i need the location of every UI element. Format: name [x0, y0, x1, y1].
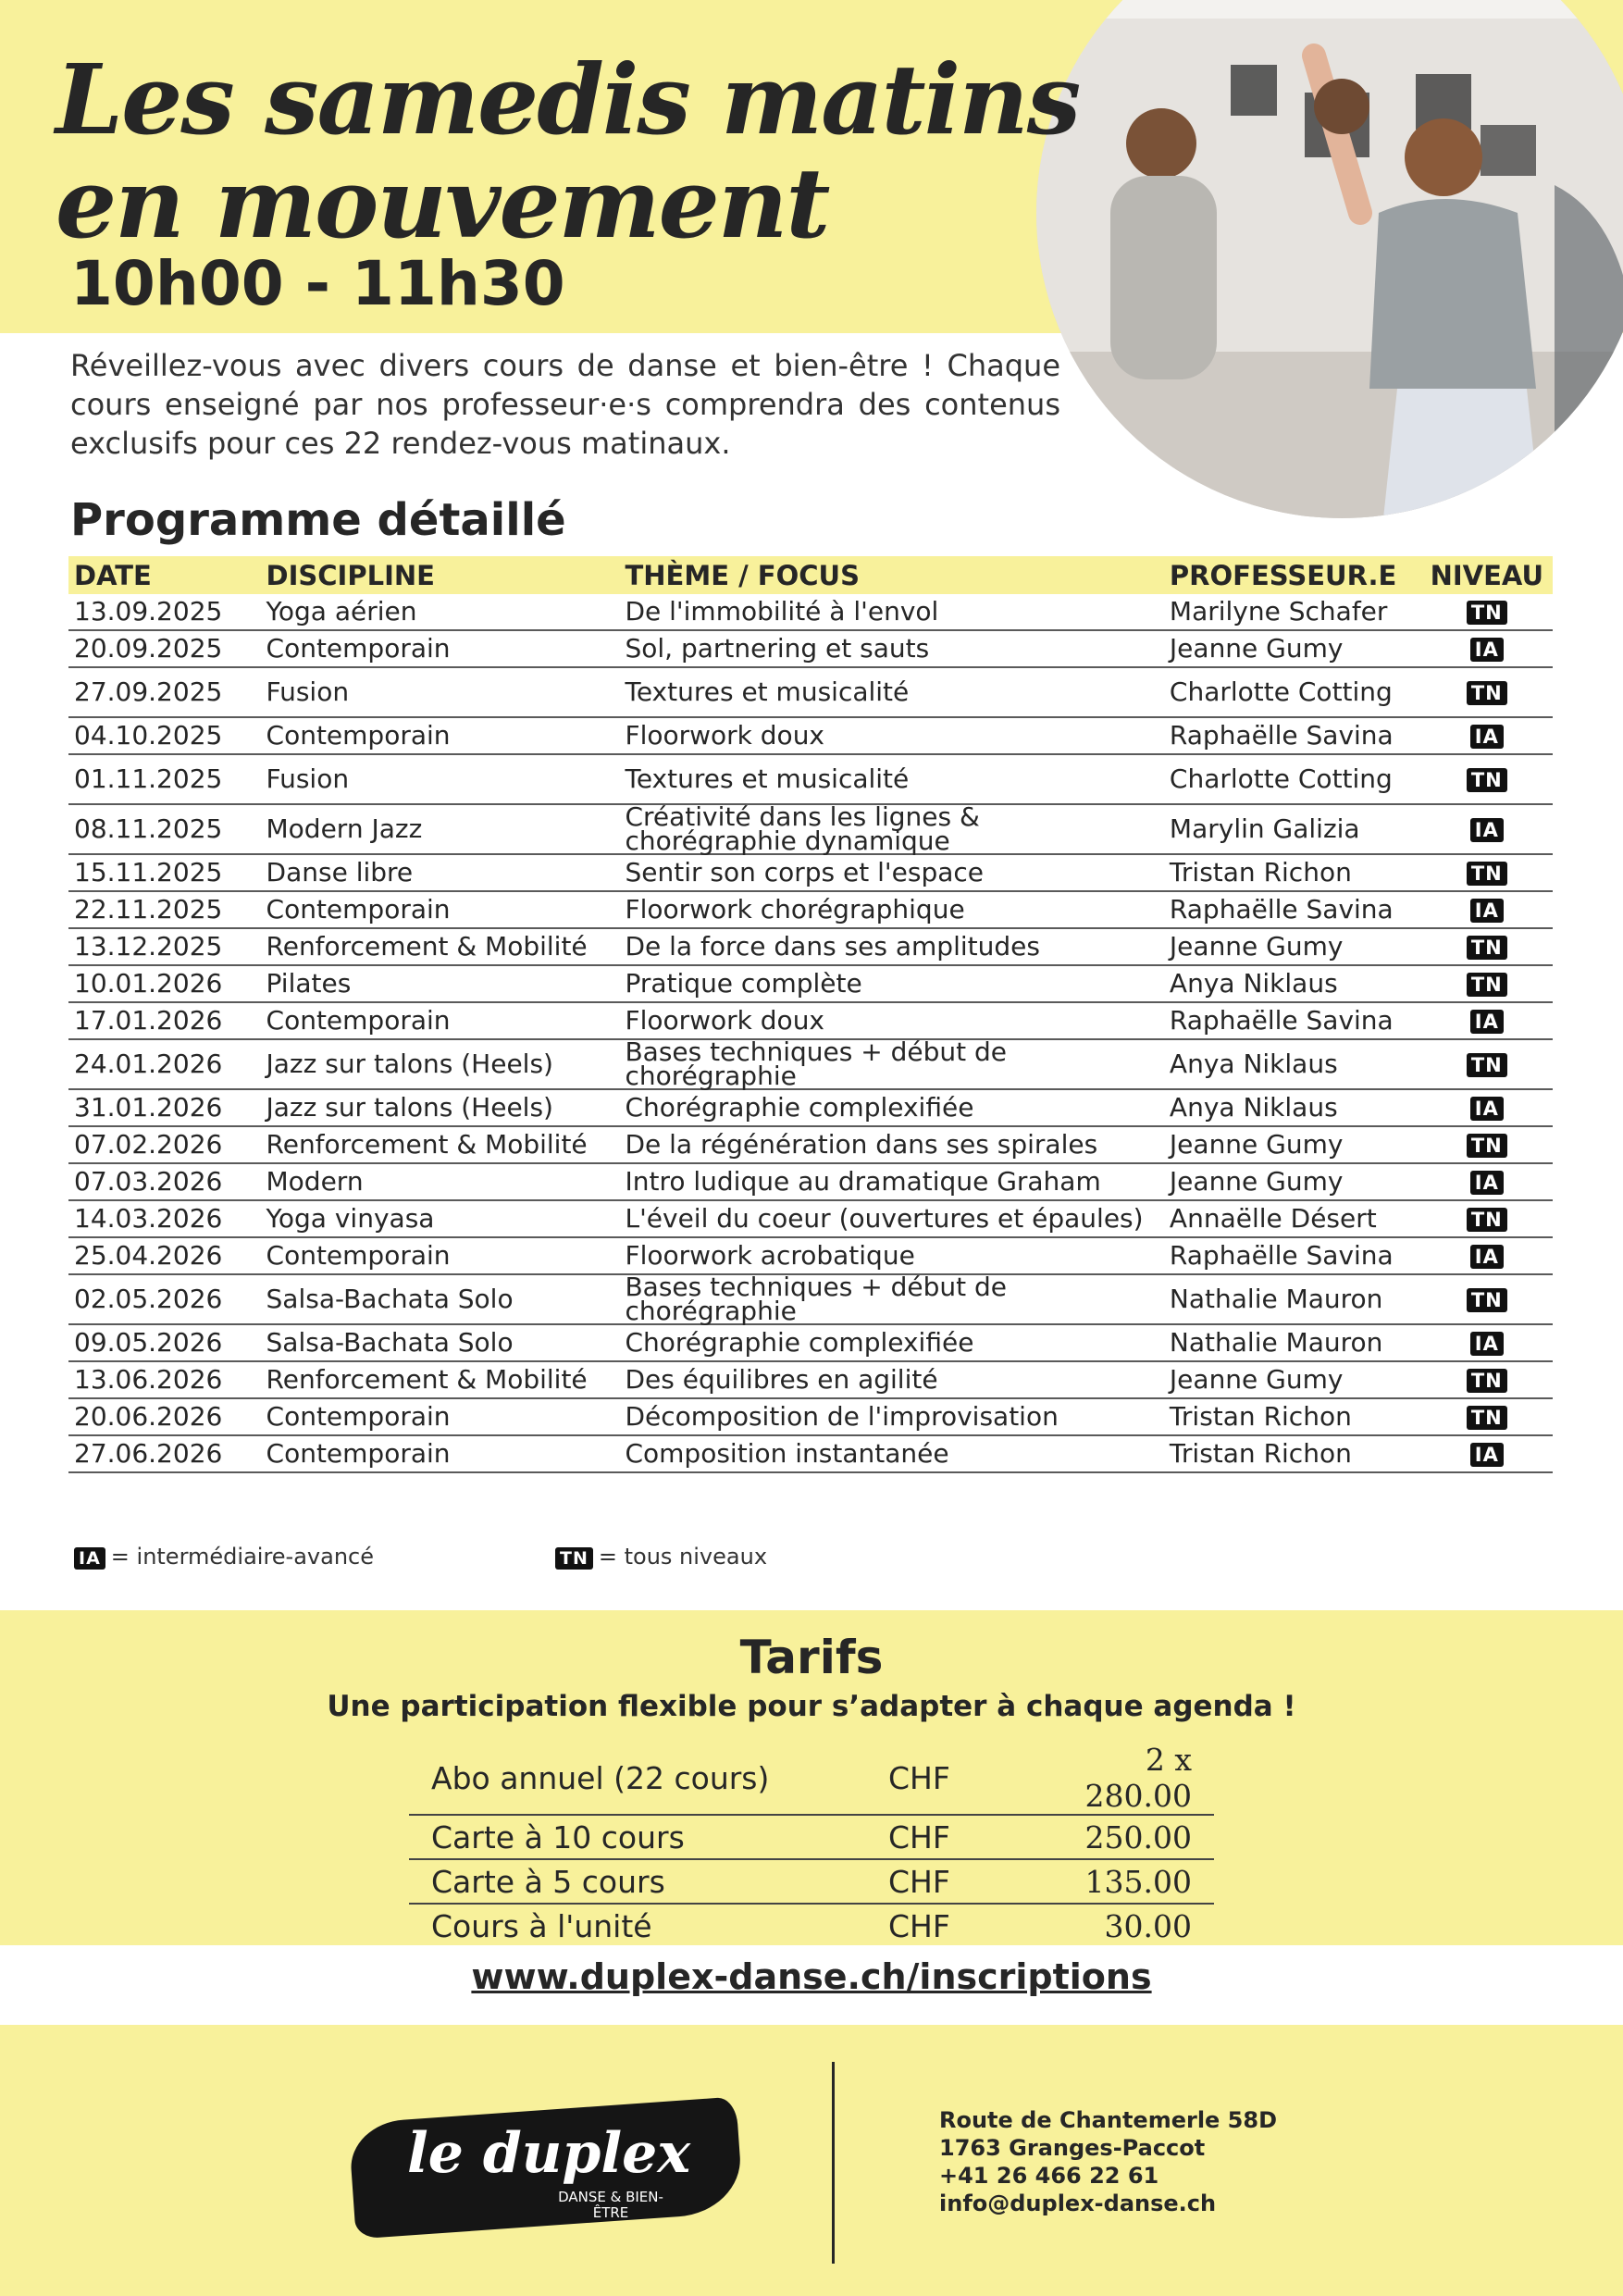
- page-title: [56, 43, 1080, 260]
- table-row: [68, 1039, 1553, 1089]
- cell-date: 13.06.2026: [68, 1361, 261, 1398]
- column-header-professeur: PROFESSEUR.E: [1164, 556, 1421, 594]
- cell-professeur: Anya Niklaus: [1164, 965, 1421, 1002]
- cell-professeur: Annaëlle Désert: [1164, 1200, 1421, 1237]
- tarif-price: 250.00: [1012, 1815, 1214, 1859]
- table-row: [68, 891, 1553, 928]
- level-badge: IA: [1470, 725, 1504, 749]
- cell-discipline: Modern: [261, 1163, 620, 1200]
- cell-discipline: Contemporain: [261, 1237, 620, 1274]
- cell-discipline: Salsa-Bachata Solo: [261, 1324, 620, 1361]
- class-time: 10h00 - 11h30: [70, 248, 565, 319]
- cell-discipline: Contemporain: [261, 891, 620, 928]
- cell-discipline: Renforcement & Mobilité: [261, 1361, 620, 1398]
- cell-date: 07.03.2026: [68, 1163, 261, 1200]
- cell-date: 20.06.2026: [68, 1398, 261, 1435]
- cell-discipline: Danse libre: [261, 854, 620, 891]
- cell-theme: Décomposition de l'improvisation: [619, 1398, 1163, 1435]
- level-badge: IA: [1470, 1245, 1504, 1269]
- tarifs-subtitle: Une participation flexible pour s’adapter à chaque agenda !: [327, 1690, 1296, 1723]
- legend-tn-text: = tous niveaux: [598, 1544, 768, 1570]
- level-badge: IA: [1470, 1171, 1504, 1195]
- contact-address: [939, 2106, 1277, 2217]
- tarif-currency: CHF: [866, 1815, 1012, 1859]
- cell-theme: Textures et musicalité: [619, 754, 1163, 804]
- cell-professeur: Raphaëlle Savina: [1164, 891, 1421, 928]
- cell-theme: Composition instantanée: [619, 1435, 1163, 1472]
- cell-niveau: [1421, 754, 1553, 804]
- cell-niveau: [1421, 667, 1553, 717]
- cell-professeur: Tristan Richon: [1164, 854, 1421, 891]
- tarif-label: Carte à 5 cours: [409, 1859, 866, 1904]
- cell-professeur: Jeanne Gumy: [1164, 928, 1421, 965]
- tarif-row: [409, 1904, 1214, 1947]
- cell-date: 27.09.2025: [68, 667, 261, 717]
- cell-theme: Sentir son corps et l'espace: [619, 854, 1163, 891]
- cell-theme: Créativité dans les lignes & chorégraphie dynamique: [619, 804, 1163, 854]
- cell-professeur: Nathalie Mauron: [1164, 1274, 1421, 1324]
- cell-date: 24.01.2026: [68, 1039, 261, 1089]
- cell-theme: De l'immobilité à l'envol: [619, 594, 1163, 630]
- intro-text: Réveillez-vous avec divers cours de danse et bien-être ! Chaque cours enseigné par nos professeur·e·s comprendra des contenus exclusifs pour ces 22 rendez-vous matinaux.: [70, 348, 1060, 461]
- cell-theme: L'éveil du coeur (ouvertures et épaules): [619, 1200, 1163, 1237]
- level-badge-tn: TN: [555, 1547, 593, 1570]
- level-badge: TN: [1467, 601, 1507, 625]
- cell-niveau: [1421, 1126, 1553, 1163]
- logo-tagline: DANSE & BIEN-ÊTRE: [558, 2189, 663, 2221]
- cell-date: 22.11.2025: [68, 891, 261, 928]
- level-badge-ia: IA: [74, 1547, 105, 1570]
- cell-date: 07.02.2026: [68, 1126, 261, 1163]
- legend-ia: [74, 1544, 374, 1570]
- table-row: [68, 965, 1553, 1002]
- cell-niveau: [1421, 1002, 1553, 1039]
- cell-niveau: [1421, 1089, 1553, 1126]
- level-badge: TN: [1467, 973, 1507, 997]
- cell-theme: Pratique complète: [619, 965, 1163, 1002]
- cell-theme: Des équilibres en agilité: [619, 1361, 1163, 1398]
- cell-date: 20.09.2025: [68, 630, 261, 667]
- level-badge: TN: [1467, 1288, 1507, 1312]
- level-badge: TN: [1467, 936, 1507, 960]
- cell-professeur: Nathalie Mauron: [1164, 1324, 1421, 1361]
- legend-ia-text: = intermédiaire-avancé: [110, 1544, 374, 1570]
- cell-date: 31.01.2026: [68, 1089, 261, 1126]
- level-badge: TN: [1467, 1369, 1507, 1393]
- programme-title: Programme détaillé: [70, 494, 566, 546]
- tarif-currency: CHF: [888, 1759, 950, 1796]
- cell-niveau: [1421, 717, 1553, 754]
- level-badge: TN: [1467, 768, 1507, 792]
- cell-professeur: Charlotte Cotting: [1164, 667, 1421, 717]
- cell-theme: Textures et musicalité: [619, 667, 1163, 717]
- table-row: [68, 1002, 1553, 1039]
- cell-niveau: [1421, 928, 1553, 965]
- cell-discipline: Modern Jazz: [261, 804, 620, 854]
- cell-theme: De la force dans ses amplitudes: [619, 928, 1163, 965]
- footer-divider: [832, 2062, 835, 2264]
- tarifs-title: Tarifs: [739, 1631, 884, 1684]
- cell-professeur: Raphaëlle Savina: [1164, 1237, 1421, 1274]
- le-duplex-logo: [352, 2091, 740, 2249]
- cell-professeur: Marilyne Schafer: [1164, 594, 1421, 630]
- title-line-2: en mouvement: [56, 146, 829, 260]
- cell-discipline: Yoga aérien: [261, 594, 620, 630]
- cell-discipline: Yoga vinyasa: [261, 1200, 620, 1237]
- cell-niveau: [1421, 1435, 1553, 1472]
- cell-professeur: Jeanne Gumy: [1164, 1163, 1421, 1200]
- table-row: [68, 1126, 1553, 1163]
- table-row: [68, 754, 1553, 804]
- cell-date: 02.05.2026: [68, 1274, 261, 1324]
- programme-body: [68, 594, 1553, 1472]
- level-badge: IA: [1470, 638, 1504, 662]
- cell-niveau: [1421, 1163, 1553, 1200]
- logo-name: le duplex: [407, 2121, 691, 2186]
- cell-theme: Sol, partnering et sauts: [619, 630, 1163, 667]
- table-row: [68, 667, 1553, 717]
- table-row: [68, 630, 1553, 667]
- cell-date: 25.04.2026: [68, 1237, 261, 1274]
- cell-professeur: Tristan Richon: [1164, 1435, 1421, 1472]
- cell-niveau: [1421, 1237, 1553, 1274]
- title-line-1: Les samedis matins: [56, 43, 1080, 156]
- cell-theme: Bases techniques + début de chorégraphie: [619, 1039, 1163, 1089]
- cell-theme: Floorwork chorégraphique: [619, 891, 1163, 928]
- tarifs-body: [409, 1742, 1214, 1947]
- level-badge: IA: [1470, 818, 1504, 842]
- cell-date: 08.11.2025: [68, 804, 261, 854]
- cell-discipline: Contemporain: [261, 1435, 620, 1472]
- cell-professeur: Jeanne Gumy: [1164, 630, 1421, 667]
- cell-theme: Bases techniques + début de chorégraphie: [619, 1274, 1163, 1324]
- cell-professeur: Marylin Galizia: [1164, 804, 1421, 854]
- cell-professeur: Raphaëlle Savina: [1164, 1002, 1421, 1039]
- cell-theme: Floorwork doux: [619, 717, 1163, 754]
- cell-theme: Intro ludique au dramatique Graham: [619, 1163, 1163, 1200]
- table-row: [68, 1089, 1553, 1126]
- cell-theme: Chorégraphie complexifiée: [619, 1324, 1163, 1361]
- cell-date: 01.11.2025: [68, 754, 261, 804]
- dance-class-photo: [1036, 0, 1623, 518]
- cell-professeur: Charlotte Cotting: [1164, 754, 1421, 804]
- cell-professeur: Anya Niklaus: [1164, 1039, 1421, 1089]
- cell-niveau: [1421, 891, 1553, 928]
- level-badge: IA: [1470, 1332, 1504, 1356]
- cell-date: 15.11.2025: [68, 854, 261, 891]
- cell-date: 09.05.2026: [68, 1324, 261, 1361]
- footer-band: [0, 2025, 1623, 2296]
- level-badge: IA: [1470, 899, 1504, 923]
- column-header-discipline: DISCIPLINE: [261, 556, 620, 594]
- cell-niveau: [1421, 1398, 1553, 1435]
- cell-discipline: Contemporain: [261, 630, 620, 667]
- cell-niveau: [1421, 1200, 1553, 1237]
- legend-tn: [555, 1544, 767, 1570]
- cell-niveau: [1421, 594, 1553, 630]
- level-badge: IA: [1470, 1443, 1504, 1467]
- tarif-price: 2 x 280.00: [1084, 1742, 1192, 1814]
- cell-discipline: Renforcement & Mobilité: [261, 1126, 620, 1163]
- table-row: [68, 1200, 1553, 1237]
- level-badge: TN: [1467, 1053, 1507, 1077]
- table-row: [68, 1398, 1553, 1435]
- cell-theme: Floorwork doux: [619, 1002, 1163, 1039]
- contact-email[interactable]: info@duplex-danse.ch: [939, 2191, 1217, 2216]
- table-row: [68, 717, 1553, 754]
- website-link[interactable]: www.duplex-danse.ch/inscriptions: [471, 1956, 1152, 1997]
- cell-date: 13.12.2025: [68, 928, 261, 965]
- cell-discipline: Jazz sur talons (Heels): [261, 1089, 620, 1126]
- cell-niveau: [1421, 854, 1553, 891]
- level-badge: TN: [1467, 1134, 1507, 1158]
- address-street: Route de Chantemerle 58D: [939, 2107, 1278, 2133]
- cell-discipline: Fusion: [261, 667, 620, 717]
- cell-professeur: Tristan Richon: [1164, 1398, 1421, 1435]
- tarif-currency: CHF: [866, 1904, 1012, 1947]
- programme-header-row: [68, 556, 1553, 594]
- tarif-label: Carte à 10 cours: [409, 1815, 866, 1859]
- tarif-price: 30.00: [1012, 1904, 1214, 1947]
- cell-professeur: Jeanne Gumy: [1164, 1126, 1421, 1163]
- tarif-price: 135.00: [1012, 1859, 1214, 1904]
- table-row: [68, 804, 1553, 854]
- tarifs-table: [409, 1742, 1214, 1947]
- table-row: [68, 1274, 1553, 1324]
- cell-niveau: [1421, 1039, 1553, 1089]
- cell-discipline: Pilates: [261, 965, 620, 1002]
- table-row: [68, 1163, 1553, 1200]
- level-badge: TN: [1467, 862, 1507, 886]
- tarif-currency: CHF: [866, 1859, 1012, 1904]
- cell-theme: Floorwork acrobatique: [619, 1237, 1163, 1274]
- cell-date: 10.01.2026: [68, 965, 261, 1002]
- level-badge: TN: [1467, 1406, 1507, 1430]
- table-row: [68, 1435, 1553, 1472]
- column-header-theme: THÈME / FOCUS: [619, 556, 1163, 594]
- table-row: [68, 1361, 1553, 1398]
- cell-niveau: [1421, 804, 1553, 854]
- contact-phone[interactable]: +41 26 466 22 61: [939, 2163, 1159, 2189]
- cell-date: 14.03.2026: [68, 1200, 261, 1237]
- cell-professeur: Raphaëlle Savina: [1164, 717, 1421, 754]
- cell-discipline: Contemporain: [261, 717, 620, 754]
- level-badge: TN: [1467, 1208, 1507, 1232]
- cell-date: 17.01.2026: [68, 1002, 261, 1039]
- table-row: [68, 928, 1553, 965]
- level-badge: IA: [1470, 1097, 1504, 1121]
- column-header-niveau: NIVEAU: [1421, 556, 1553, 594]
- table-row: [68, 1237, 1553, 1274]
- cell-niveau: [1421, 1324, 1553, 1361]
- cell-professeur: Jeanne Gumy: [1164, 1361, 1421, 1398]
- cell-discipline: Jazz sur talons (Heels): [261, 1039, 620, 1089]
- tarif-row: [409, 1815, 1214, 1859]
- address-city: 1763 Granges-Paccot: [939, 2135, 1206, 2161]
- cell-discipline: Fusion: [261, 754, 620, 804]
- level-badge: IA: [1470, 1010, 1504, 1034]
- cell-date: 04.10.2025: [68, 717, 261, 754]
- cell-discipline: Contemporain: [261, 1398, 620, 1435]
- cell-date: 13.09.2025: [68, 594, 261, 630]
- programme-table: [68, 556, 1553, 1473]
- cell-discipline: Renforcement & Mobilité: [261, 928, 620, 965]
- table-row: [68, 594, 1553, 630]
- cell-date: 27.06.2026: [68, 1435, 261, 1472]
- cell-professeur: Anya Niklaus: [1164, 1089, 1421, 1126]
- cell-theme: De la régénération dans ses spirales: [619, 1126, 1163, 1163]
- cell-discipline: Contemporain: [261, 1002, 620, 1039]
- level-badge: TN: [1467, 681, 1507, 705]
- column-header-date: DATE: [68, 556, 261, 594]
- tarif-label: Cours à l'unité: [409, 1904, 866, 1947]
- cell-niveau: [1421, 1274, 1553, 1324]
- cell-theme: Chorégraphie complexifiée: [619, 1089, 1163, 1126]
- tarif-row: [409, 1742, 1214, 1815]
- tarif-row: [409, 1859, 1214, 1904]
- table-row: [68, 854, 1553, 891]
- table-row: [68, 1324, 1553, 1361]
- tarif-label: Abo annuel (22 cours): [431, 1759, 770, 1796]
- cell-niveau: [1421, 630, 1553, 667]
- cell-discipline: Salsa-Bachata Solo: [261, 1274, 620, 1324]
- cell-niveau: [1421, 1361, 1553, 1398]
- cell-niveau: [1421, 965, 1553, 1002]
- dance-class-photo-illustration: [1036, 0, 1623, 518]
